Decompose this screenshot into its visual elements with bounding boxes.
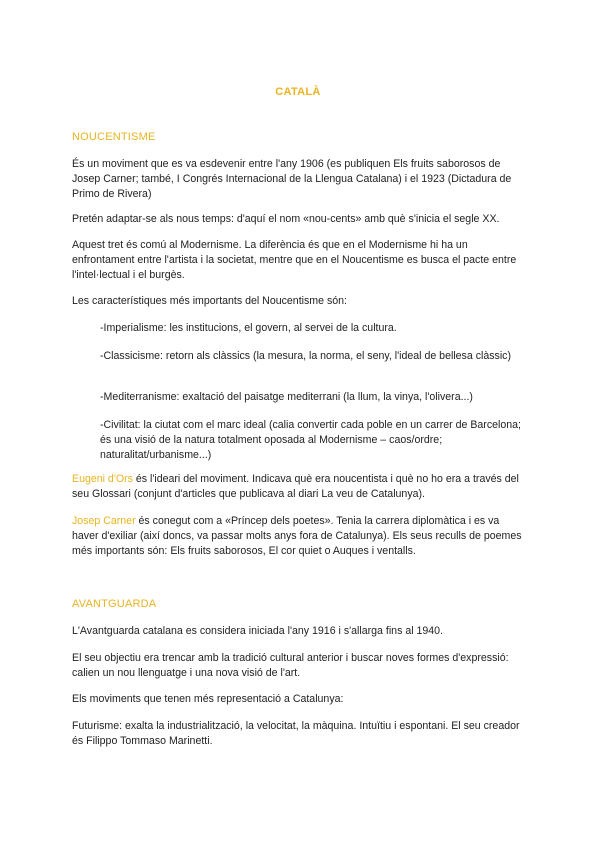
list-item-imperialisme: -Imperialisme: les institucions, el govern, al servei de la cultura. [100, 322, 397, 334]
paragraph-modernisme: Aquest tret és comú al Modernisme. La diferència és que en el Modernisme hi ha un enfrontament entre l'artista i la societat, mentre que en el Noucentisme es busca el pacte entre l'intel·lectual i el burgès. [72, 239, 517, 281]
section-heading-avantguarda: AVANTGUARDA [72, 598, 157, 610]
document-title: CATALÀ [275, 86, 321, 98]
paragraph-eugeni-dors [72, 472, 524, 502]
text-josep-carner: és conegut com a «Príncep dels poetes». Tenia la carrera diplomàtica i es va haver d'exiliar (així doncs, va passar molts anys fora de Catalunya). Els seus reculls de poemes més importants són: Els fruits saborosos, El cor quiet o Auques i ventalls. [72, 515, 522, 557]
paragraph-objectiu: El seu objectiu era trencar amb la tradició cultural anterior i buscar noves formes d'expressió: calien un nou llenguatge i una nova visió de l'art. [72, 652, 509, 679]
text-eugeni-dors: és l'ideari del moviment. Indicava què era noucentista i què no ho era a través del seu Glossari (conjunt d'articles que publicava al diari La veu de Catalunya). [72, 473, 519, 500]
paragraph-josep-carner [72, 514, 524, 559]
name-eugeni-dors: Eugeni d'Ors [72, 473, 133, 485]
paragraph-nou-cents: Pretén adaptar-se als nous temps: d'aquí el nom «nou-cents» amb què s'inicia el segle XX. [72, 213, 500, 225]
paragraph-moviments: Els moviments que tenen més representació a Catalunya: [72, 693, 344, 705]
list-item-mediterranisme: -Mediterranisme: exaltació del paisatge mediterrani (la llum, la vinya, l'olivera...) [100, 391, 473, 403]
paragraph-caracteristiques: Les característiques més importants del Noucentisme són: [72, 295, 347, 307]
paragraph-avantguarda-inici: L'Avantguarda catalana es considera iniciada l'any 1916 i s'allarga fins al 1940. [72, 625, 444, 637]
section-heading-noucentisme: NOUCENTISME [72, 131, 156, 143]
paragraph-intro: És un moviment que es va esdevenir entre l'any 1906 (es publiquen Els fruits saborosos de Josep Carner; també, I Congrés Internacional de la Llengua Catalana) i el 1923 (Dictadura de Primo de Rivera) [72, 158, 512, 200]
list-item-civilitat: -Civilitat: la ciutat com el marc ideal (calia convertir cada poble en un carrer de Barcelona; és una visió de la natura totalment oposada al Modernisme – caos/ordre; naturalitat/urbanisme...) [100, 419, 521, 461]
paragraph-futurisme: Futurisme: exalta la industrialització, la velocitat, la màquina. Intuïtiu i espontani. El seu creador és Filippo Tommaso Marinetti. [72, 720, 520, 747]
name-josep-carner: Josep Carner [72, 515, 136, 527]
list-item-classicisme: -Classicisme: retorn als clàssics (la mesura, la norma, el seny, l'ideal de bellesa clàssic) [100, 350, 512, 362]
